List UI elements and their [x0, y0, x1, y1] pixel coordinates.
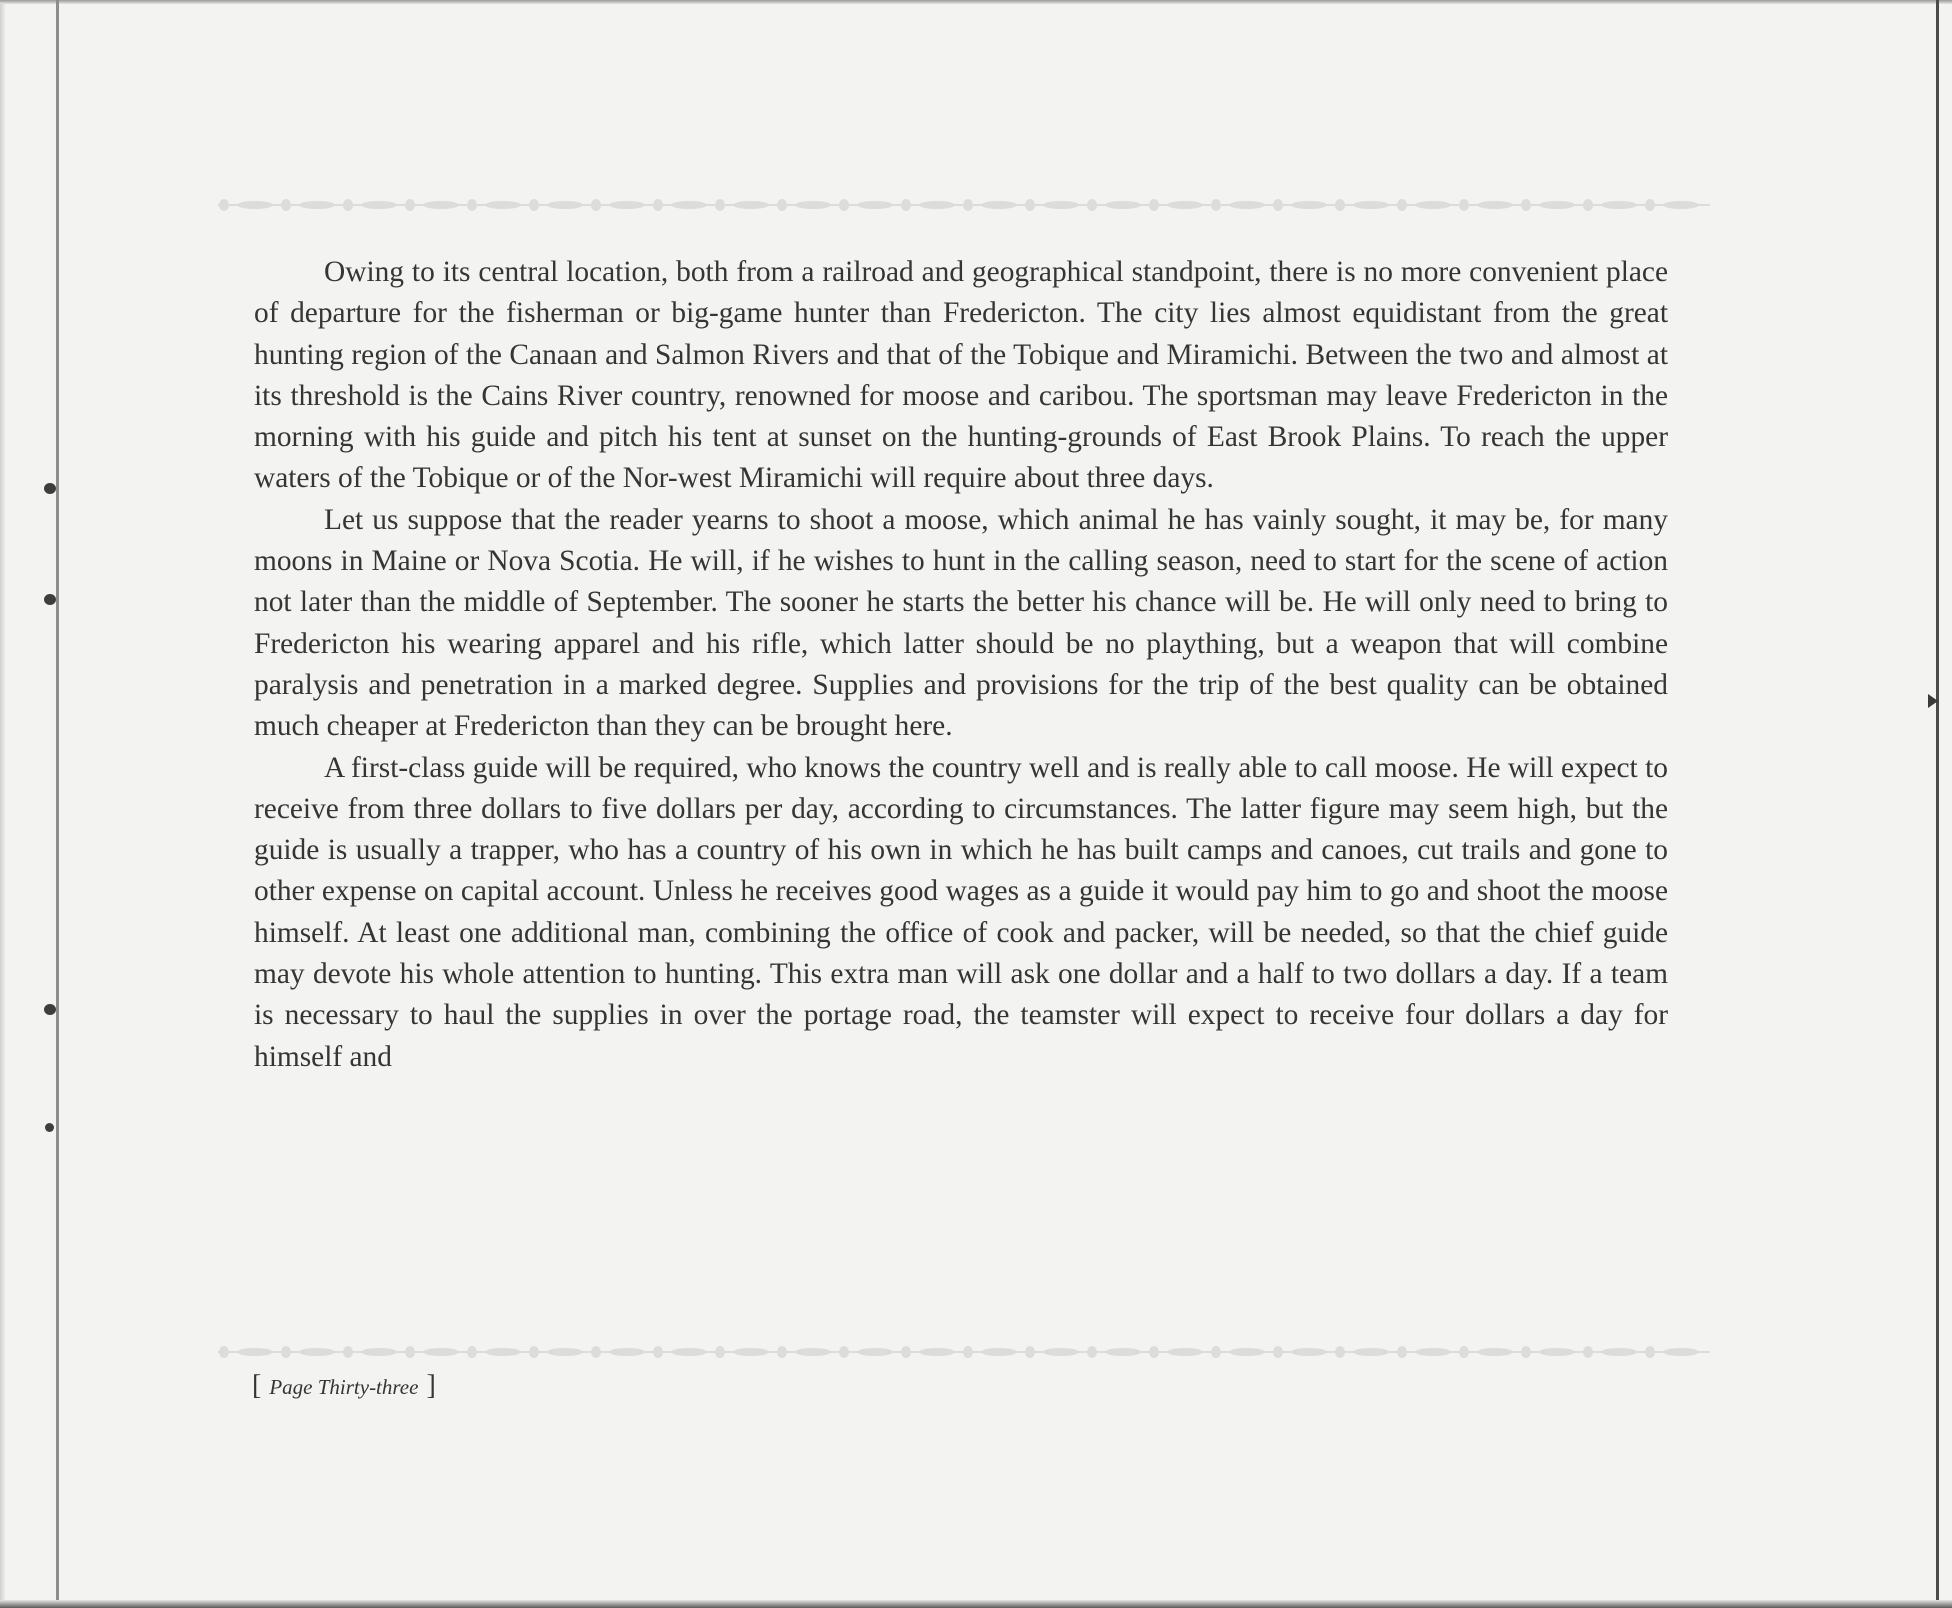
footer-close-bracket: ] — [426, 1370, 436, 1401]
page-gutter-line — [56, 0, 59, 1608]
ornament-pattern — [218, 1345, 1710, 1359]
binding-hole — [44, 483, 56, 494]
binding-hole — [44, 594, 56, 605]
ornament-pattern — [218, 198, 1710, 212]
scan-edge-top — [0, 0, 1952, 4]
page-body — [254, 252, 1668, 1078]
binding-hole — [44, 1004, 56, 1015]
paragraph: Let us suppose that the reader yearns to shoot a moose, which animal he has vainly sought, it may be, for many moons in Maine or Nova Scotia. He will, if he wishes to hunt in the calling season, need to start for the scene of action not later than the middle of September. The sooner he starts the better his chance will be. He will only need to bring to Fredericton his wearing apparel and his rifle, which latter should be no plaything, but a weapon that will combine paralysis and penetration in a marked degree. Supplies and provisions for the trip of the best quality can be obtained much cheaper at Fredericton than they can be brought here. — [254, 503, 1668, 743]
paragraph: A first-class guide will be required, who knows the country well and is really able to call moose. He will expect to receive from three dollars to five dollars per day, according to circumstances. The latter figure may seem high, but the guide is usually a trapper, who has a country of his own in which he has built camps and canoes, cut trails and gone to other expense on capital account. Unless he receives good wages as a guide it would pay him to go and shoot the moose himself. At least one additional man, combining the office of cook and packer, will be needed, so that the chief guide may devote his whole attention to hunting. This extra man will ask one dollar and a half to two dollars a day. If a team is necessary to haul the supplies in over the portage road, the teamster will expect to receive four dollars a day for himself and — [254, 751, 1668, 1073]
scan-shadow-left — [0, 0, 6, 1608]
binding-hole — [45, 1123, 54, 1132]
footer-open-bracket: [ — [252, 1370, 262, 1401]
page-number-label: Page Thirty-three — [269, 1375, 419, 1399]
page-footer — [252, 1370, 436, 1402]
paragraph: Owing to its central location, both from a railroad and geographical standpoint, there is no more convenient place of departure for the fisherman or big-game hunter than Fredericton. The city lies almost equidistant from the great hunting region of the Canaan and Salmon Rivers and that of the Tobique and Miramichi. Between the two and almost at its threshold is the Cains River country, renowned for moose and caribou. The sportsman may leave Fredericton in the morning with his guide and pitch his tent at sunset on the hunting-grounds of East Brook Plains. To reach the upper waters of the Tobique or of the Nor-west Miramichi will require about three days. — [254, 256, 1668, 495]
scan-edge-bottom — [0, 1600, 1952, 1608]
ornament-rule-top — [218, 198, 1710, 212]
ornament-rule-bottom — [218, 1345, 1710, 1359]
scan-edge-right — [1936, 0, 1939, 1608]
